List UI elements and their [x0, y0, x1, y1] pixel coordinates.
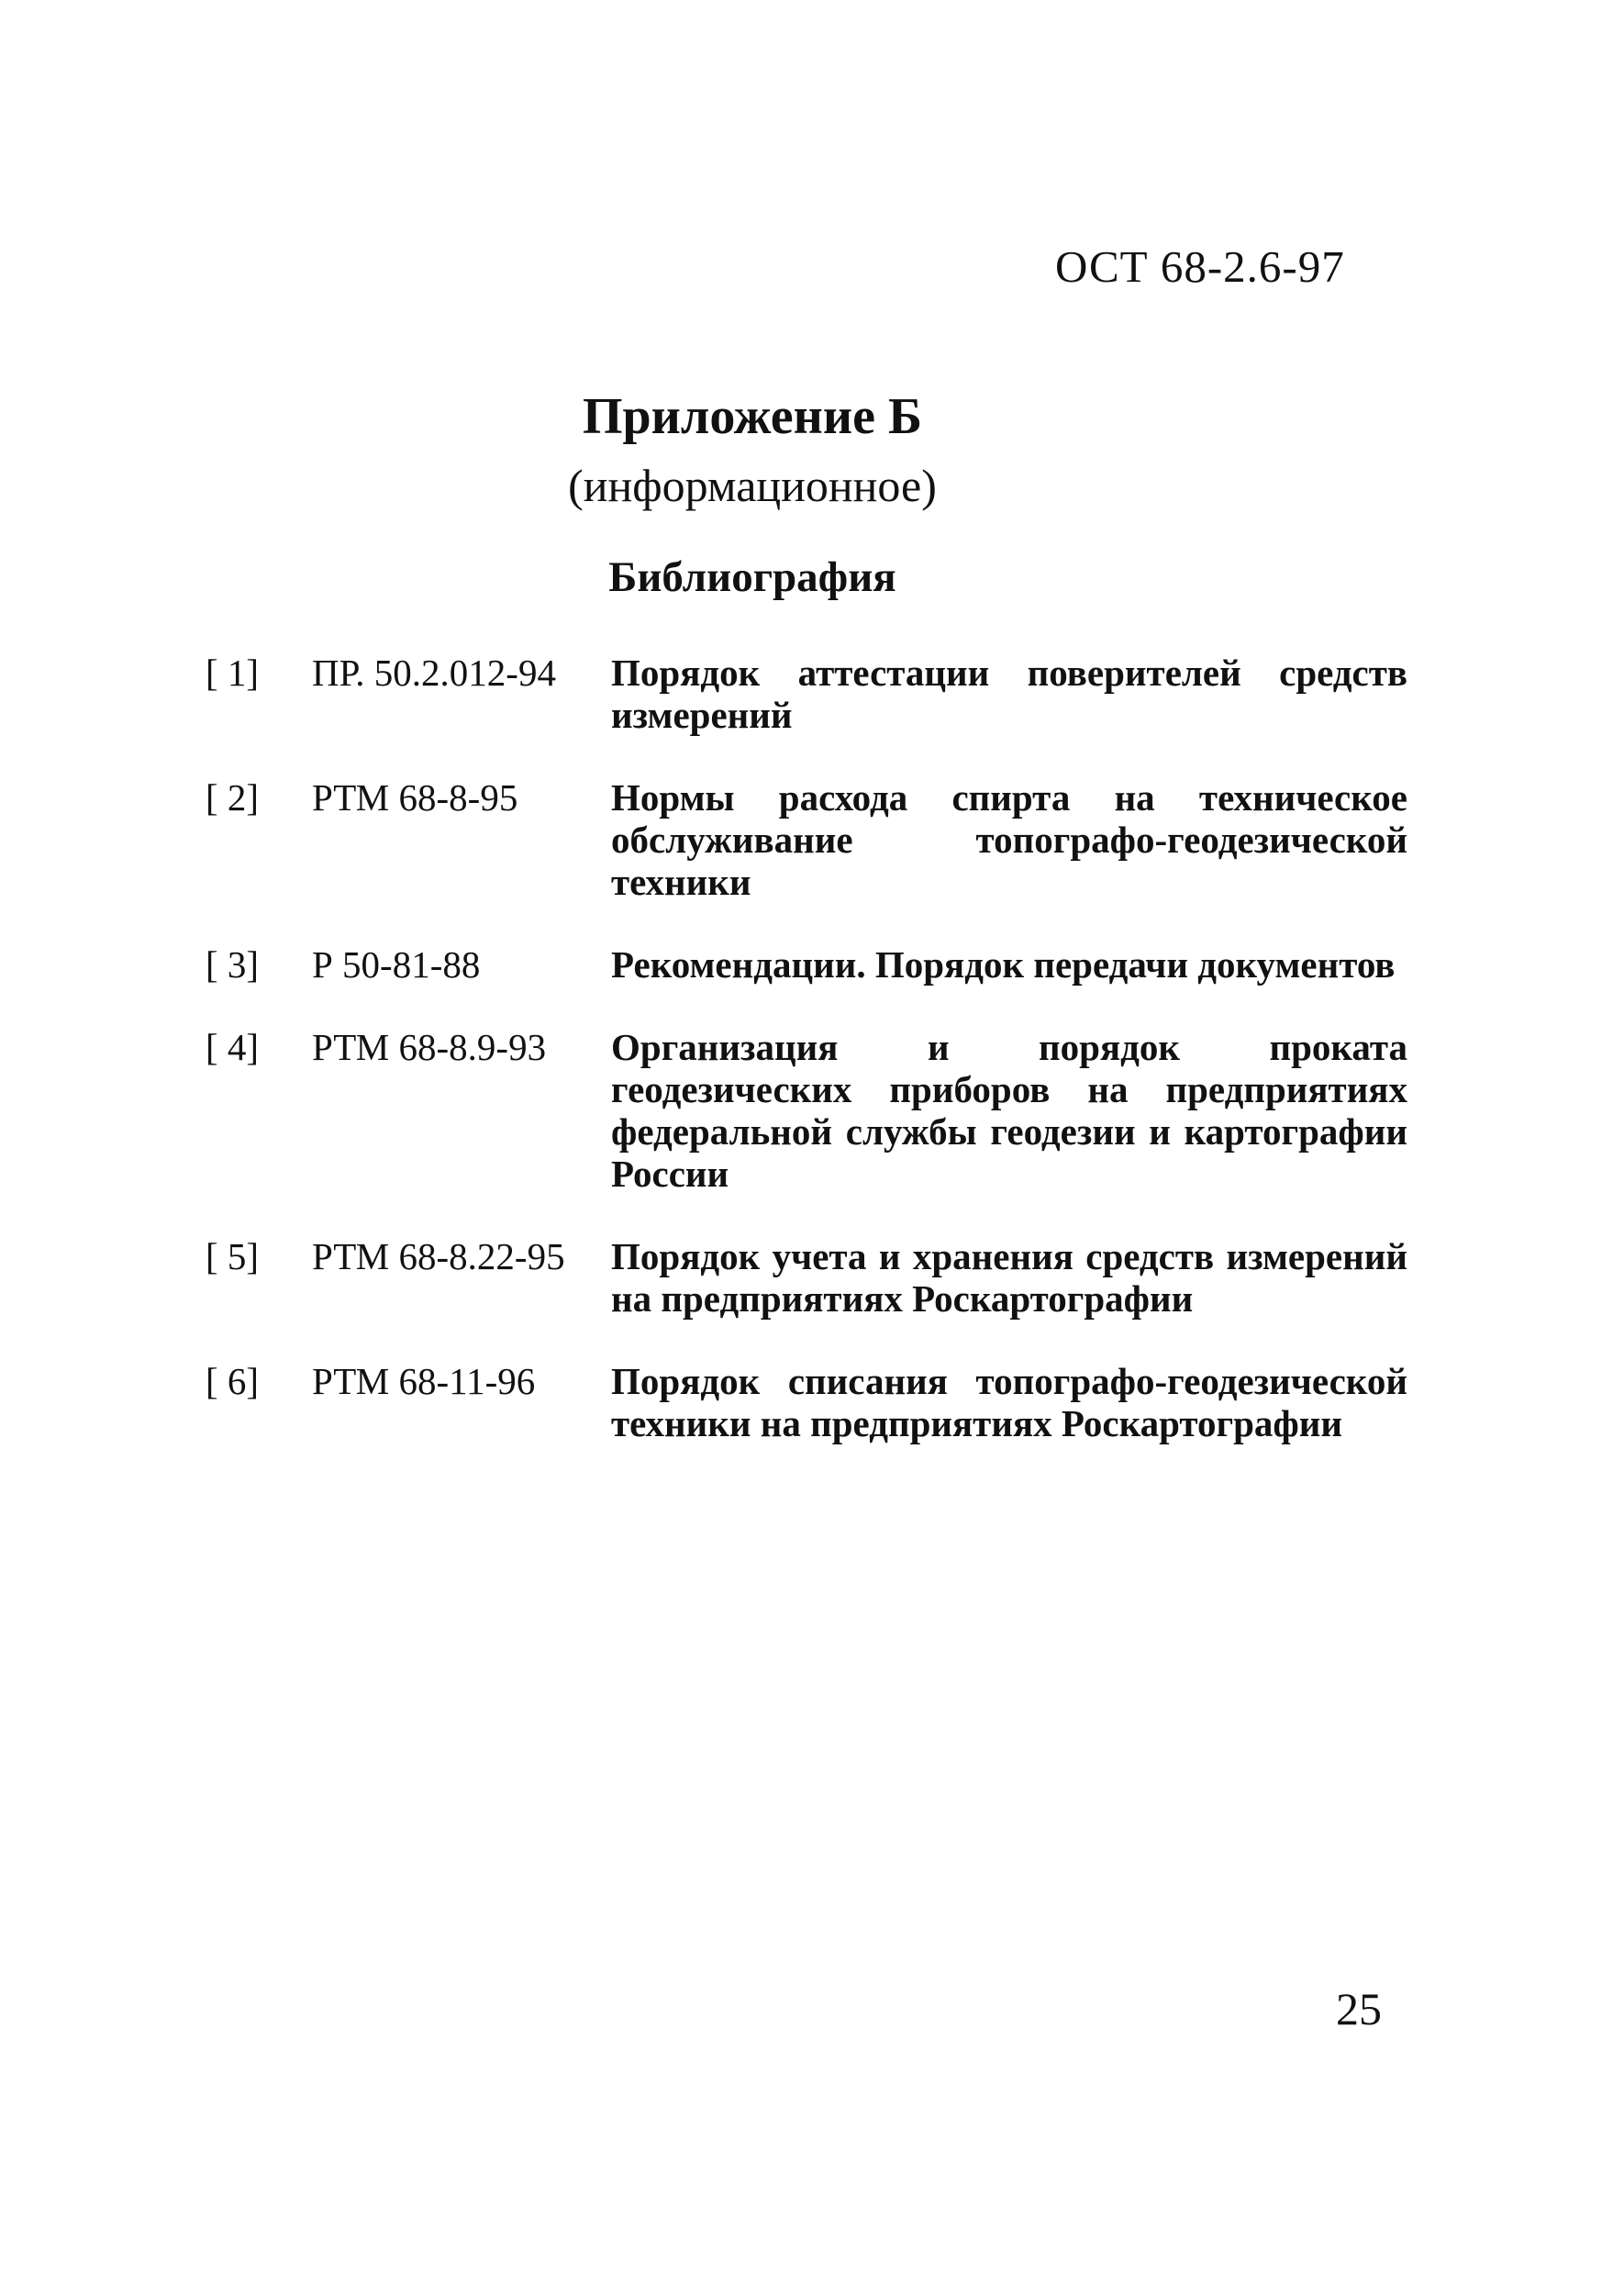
page-number: 25 — [1336, 1983, 1382, 2034]
appendix-title: Приложение Б — [582, 388, 923, 445]
entry-title: Организация и порядок проката геодезических приборов на предприятиях федеральной службы геодезии и картографии России — [611, 1026, 1407, 1195]
entry-title: Порядок списания топографо-геодезической техники на предприятиях Роскартографии — [611, 1360, 1407, 1444]
entry-title: Порядок учета и хранения средств измерений на предприятиях Роскартографии — [611, 1235, 1407, 1320]
entry-document-code: РТМ 68-11-96 — [312, 1360, 536, 1402]
bibliography-entry — [206, 1235, 1407, 1320]
entry-document-code: Р 50-81-88 — [312, 943, 481, 986]
entry-number: [ 5] — [206, 1235, 260, 1277]
entry-number: [ 6] — [206, 1360, 260, 1402]
entry-document-code: ПР. 50.2.012-94 — [312, 652, 556, 694]
bibliography-entry — [206, 652, 1407, 736]
bibliography-list — [206, 652, 1407, 1485]
entry-document-code: РТМ 68-8-95 — [312, 776, 518, 819]
entry-document-code: РТМ 68-8.22-95 — [312, 1235, 565, 1277]
bibliography-entry — [206, 1026, 1407, 1195]
entry-number: [ 2] — [206, 776, 260, 819]
entry-document-code: РТМ 68-8.9-93 — [312, 1026, 547, 1068]
bibliography-heading: Библиография — [608, 553, 896, 601]
entry-title: Рекомендации. Порядок передачи документов — [611, 943, 1396, 986]
entry-number: [ 1] — [206, 652, 260, 694]
bibliography-entry — [206, 776, 1407, 903]
entry-number: [ 3] — [206, 943, 260, 986]
entry-title: Порядок аттестации поверителей средств измерений — [611, 652, 1407, 736]
bibliography-entry — [206, 1360, 1407, 1444]
entry-title: Нормы расхода спирта на техническое обслуживание топографо-геодезической техники — [611, 776, 1407, 903]
bibliography-entry — [206, 943, 1407, 986]
entry-number: [ 4] — [206, 1026, 260, 1068]
appendix-subtitle: (информационное) — [568, 460, 937, 511]
document-code: ОСТ 68-2.6-97 — [1055, 241, 1345, 292]
